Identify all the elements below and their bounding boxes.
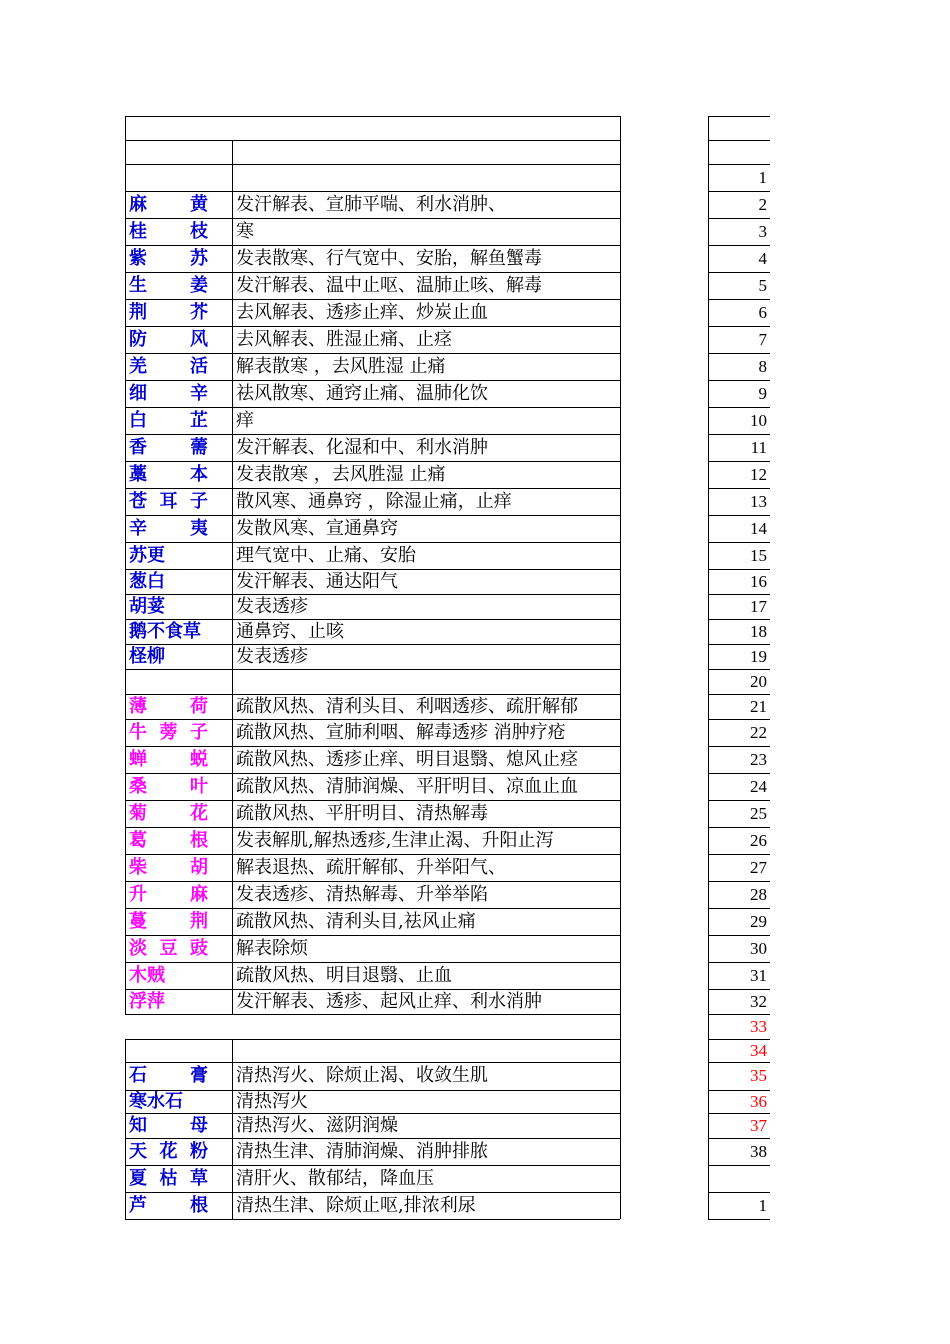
- right-row-number: 21: [750, 697, 767, 716]
- herb-name-char: 升: [129, 884, 147, 905]
- right-row-number: 35: [750, 1066, 767, 1085]
- herb-name-char: 淡: [129, 938, 147, 959]
- herb-name-char: 牛: [129, 722, 147, 743]
- herb-name-char: 胡: [190, 857, 208, 878]
- herb-name: [125, 1138, 232, 1165]
- right-row-number: 4: [758, 249, 767, 268]
- right-row-number: 15: [750, 546, 767, 565]
- herb-name: [125, 299, 232, 326]
- herb-name: 浮萍: [129, 991, 165, 1012]
- herb-effect: 发表透疹: [236, 646, 308, 667]
- herb-name-char: 母: [190, 1115, 208, 1136]
- subsection-title: [232, 669, 620, 694]
- herb-effect: 清热泻火: [236, 1091, 308, 1112]
- herb-name-char: 葛: [129, 830, 147, 851]
- right-row-number: 9: [758, 384, 767, 403]
- row-number: [90, 569, 125, 594]
- herb-name: [125, 326, 232, 353]
- herb-name-char: 姜: [190, 275, 208, 296]
- herb-effect: 发表解肌,解热透疹,生津止渴、升阳止泻: [236, 830, 554, 851]
- herb-name: [125, 719, 232, 746]
- herb-name: [125, 827, 232, 854]
- herb-name: 鹅不食草: [129, 621, 201, 642]
- herb-name-char: 子: [190, 722, 208, 743]
- row-number: [90, 935, 125, 962]
- right-row-number: 16: [750, 572, 767, 591]
- herb-name: 苏更: [129, 545, 165, 566]
- row-number: [90, 694, 125, 719]
- grid-line: [125, 619, 620, 620]
- herb-effect: 发汗解表、通达阳气: [236, 571, 398, 592]
- grid-line: [125, 380, 620, 381]
- herb-effect: 疏散风热、平肝明目、清热解毒: [236, 803, 488, 824]
- herb-effect: 解表散寒 ，去风胜湿 止痛: [236, 356, 446, 377]
- herb-name-char: 苍: [129, 491, 147, 512]
- grid-line: [125, 1138, 620, 1139]
- herb-name-char: 根: [190, 830, 208, 851]
- row-number: [90, 461, 125, 488]
- herb-effect: 通鼻窍、止咳: [236, 621, 344, 642]
- grid-line: [125, 116, 126, 1014]
- herb-name-char: 本: [190, 464, 208, 485]
- herb-name-char: 羌: [129, 356, 147, 377]
- herb-effect: 发汗解表、透疹、起风止痒、利水消肿: [236, 991, 542, 1012]
- row-number: [90, 1165, 125, 1192]
- row-number: [90, 619, 125, 644]
- herb-name: [125, 353, 232, 380]
- herb-effect: 散风寒、通鼻窍 ，除湿止痛，止痒: [236, 491, 512, 512]
- subsection-title: [232, 1039, 620, 1062]
- grid-line: [125, 1165, 620, 1166]
- right-row-number: 7: [758, 330, 767, 349]
- herb-name-char: 苏: [190, 248, 208, 269]
- herb-effect: 发汗解表、宣肺平喘、利水消肿、: [236, 194, 506, 215]
- grid-line: [708, 1219, 770, 1220]
- row-number: [90, 854, 125, 881]
- herb-name-char: 活: [190, 356, 208, 377]
- herb-name-char: 防: [129, 329, 147, 350]
- herb-name-char: 根: [190, 1195, 208, 1216]
- herb-name: 葱白: [129, 571, 165, 592]
- right-row-number: 28: [750, 885, 767, 904]
- herb-name-char: 叶: [190, 776, 208, 797]
- herb-name-char: 细: [129, 383, 147, 404]
- herb-name-char: 蔓: [129, 911, 147, 932]
- row-number: [90, 299, 125, 326]
- herb-name: [125, 434, 232, 461]
- herb-effect: 痒: [236, 410, 254, 431]
- row-number: [90, 881, 125, 908]
- grid-line: [232, 1039, 620, 1040]
- herb-effect: 理气宽中、止痛、安胎: [236, 545, 416, 566]
- right-row-number: 37: [750, 1116, 767, 1135]
- right-row-number: 26: [750, 831, 767, 850]
- herb-effect: 清肝火、散郁结，降血压: [236, 1168, 434, 1189]
- right-row-number: 36: [750, 1092, 767, 1111]
- row-number: [90, 962, 125, 989]
- grid-line: [125, 488, 620, 489]
- grid-line: [125, 694, 620, 695]
- row-number: [90, 434, 125, 461]
- herb-effect: 清热泻火、滋阴润燥: [236, 1115, 398, 1136]
- herb-name: [125, 881, 232, 908]
- right-row-number: 1: [758, 168, 767, 187]
- row-number: [90, 326, 125, 353]
- grid-line: [125, 719, 620, 720]
- herb-effect: 清热泻火、除烦止渴、收敛生肌: [236, 1065, 488, 1086]
- right-row-number: 8: [758, 357, 767, 376]
- herb-name-char: 枝: [190, 221, 208, 242]
- herb-effect: 寒: [236, 221, 254, 242]
- herb-name-char: 石: [129, 1065, 147, 1086]
- grid-line: [125, 116, 620, 117]
- herb-name-char: 膏: [190, 1065, 208, 1086]
- herb-effect: 疏散风热、清利头目、利咽透疹、疏肝解郁: [236, 696, 578, 717]
- row-number: [90, 719, 125, 746]
- grid-line: [125, 908, 620, 909]
- herb-name-char: 粉: [190, 1141, 208, 1162]
- grid-line: [232, 140, 233, 1014]
- grid-line: [125, 800, 620, 801]
- right-row-number: 34: [750, 1041, 767, 1060]
- herb-name: [125, 191, 232, 218]
- right-row-number: 22: [750, 723, 767, 742]
- herb-name-char: 生: [129, 275, 147, 296]
- herb-name-char: 薷: [190, 437, 208, 458]
- herb-effect: 清热生津、清肺润燥、消肿排脓: [236, 1141, 488, 1162]
- herb-effect: 去风解表、胜湿止痛、止痉: [236, 329, 452, 350]
- herb-effect: 疏散风热、清利头目,祛风止痛: [236, 911, 476, 932]
- row-number: [90, 191, 125, 218]
- herb-effect: 发表散寒 ，去风胜湿 止痛: [236, 464, 446, 485]
- grid-line: [125, 935, 620, 936]
- row-number: [90, 488, 125, 515]
- subsection-title: [232, 164, 620, 191]
- grid-line: [125, 1219, 620, 1220]
- herb-name: 柽柳: [129, 646, 165, 667]
- grid-line: [125, 1090, 620, 1091]
- right-row-number: [708, 1165, 770, 1192]
- herb-name: [125, 800, 232, 827]
- right-row-number: 3: [758, 222, 767, 241]
- row-number: [90, 515, 125, 542]
- grid-line: [125, 1039, 126, 1219]
- grid-line: [125, 1039, 232, 1040]
- row-number: [90, 989, 125, 1014]
- herb-effect: 疏散风热、明目退翳、止血: [236, 965, 452, 986]
- herb-effect: 祛风散寒、通窍止痛、温肺化饮: [236, 383, 488, 404]
- right-row-number: 29: [750, 912, 767, 931]
- herb-name-char: 芥: [190, 302, 208, 323]
- row-number: [90, 1090, 125, 1113]
- herb-name: [125, 854, 232, 881]
- grid-line: [125, 773, 620, 774]
- grid-line: [125, 881, 620, 882]
- right-row-number: 30: [750, 939, 767, 958]
- row-number: [90, 272, 125, 299]
- right-row-number: 1: [758, 1196, 767, 1215]
- herb-effect: 发表透疹、清热解毒、升举举陷: [236, 884, 488, 905]
- grid-line: [708, 116, 770, 117]
- herb-effect: 发汗解表、温中止呕、温肺止咳、解毒: [236, 275, 542, 296]
- right-row-number: 10: [750, 411, 767, 430]
- grid-line: [125, 669, 620, 670]
- herb-name: [125, 272, 232, 299]
- grid-line: [125, 434, 620, 435]
- herb-effect: 疏散风热、透疹止痒、明目退翳、熄风止痉: [236, 749, 578, 770]
- herb-name: [125, 1113, 232, 1138]
- herb-name-char: 豉: [190, 938, 208, 959]
- right-row-number: 6: [758, 303, 767, 322]
- right-row-number: 19: [750, 647, 767, 666]
- herb-name-char: 枯: [159, 1168, 178, 1189]
- herb-effect: 清热生津、除烦止呕,排浓利尿: [236, 1195, 476, 1216]
- herb-name: 寒水石: [129, 1091, 183, 1112]
- grid-line: [125, 962, 620, 963]
- grid-line: [125, 1192, 620, 1193]
- herb-name: 木贼: [129, 965, 165, 986]
- grid-line: [125, 272, 620, 273]
- herb-name-char: 麻: [190, 884, 208, 905]
- right-row-number: 24: [750, 777, 767, 796]
- herb-name-char: 蜕: [190, 749, 208, 770]
- herb-name-char: 菊: [129, 803, 147, 824]
- right-row-number: 38: [750, 1142, 767, 1161]
- herb-effect: 解表除烦: [236, 938, 308, 959]
- grid-line: [125, 542, 620, 543]
- right-row-number: 14: [750, 519, 767, 538]
- herb-name: [125, 694, 232, 719]
- herb-name-char: 荆: [129, 302, 147, 323]
- grid-line: [125, 1062, 620, 1063]
- grid-line: [125, 164, 620, 165]
- herb-name-char: 柴: [129, 857, 147, 878]
- herb-name-char: 白: [129, 410, 147, 431]
- grid-line: [620, 1014, 621, 1219]
- herb-effect: 去风解表、透疹止痒、炒炭止血: [236, 302, 488, 323]
- grid-line: [125, 299, 620, 300]
- herb-name-char: 子: [190, 491, 208, 512]
- herb-name-char: 花: [190, 803, 208, 824]
- row-number: [90, 353, 125, 380]
- herb-name-char: 藁: [129, 464, 147, 485]
- grid-line: [232, 1039, 233, 1219]
- herb-name: [125, 1062, 232, 1090]
- row-number: [90, 542, 125, 569]
- herb-name-char: 荆: [190, 911, 208, 932]
- grid-line: [125, 353, 620, 354]
- herb-effect: 疏散风热、清肺润燥、平肝明目、凉血止血: [236, 776, 578, 797]
- right-row-number: 18: [750, 622, 767, 641]
- herb-effect: 疏散风热、宣肺利咽、解毒透疹 消肿疗疮: [236, 722, 566, 743]
- herb-name-char: 薄: [129, 696, 147, 717]
- herb-name-char: 香: [129, 437, 147, 458]
- herb-effect: 发散风寒、宣通鼻窍: [236, 518, 398, 539]
- herb-name-char: 夷: [190, 518, 208, 539]
- grid-line: [125, 407, 620, 408]
- row-number: [90, 380, 125, 407]
- column-header-name: [125, 140, 232, 164]
- section-title: [125, 116, 620, 140]
- grid-line: [125, 1113, 620, 1114]
- herb-name-char: 荷: [190, 696, 208, 717]
- herb-name-char: 知: [129, 1115, 147, 1136]
- herb-name: [125, 1192, 232, 1219]
- herb-name-char: 天: [129, 1141, 147, 1162]
- herb-name: [125, 773, 232, 800]
- right-row-number: 5: [758, 276, 767, 295]
- row-number: [90, 245, 125, 272]
- herb-name-char: 辛: [129, 518, 147, 539]
- herb-name: 胡荽: [129, 596, 165, 617]
- herb-effect: 发表透疹: [236, 596, 308, 617]
- herb-name-char: 夏: [129, 1168, 147, 1189]
- herb-name-char: 紫: [129, 248, 147, 269]
- herb-name-char: 蒡: [159, 722, 178, 743]
- row-number: [90, 908, 125, 935]
- herb-name-char: 芷: [190, 410, 208, 431]
- right-row-number: 2: [758, 195, 767, 214]
- herb-name-char: 辛: [190, 383, 208, 404]
- grid-line: [125, 515, 620, 516]
- grid-line: [708, 140, 770, 141]
- grid-line: [125, 569, 620, 570]
- row-number: [90, 773, 125, 800]
- herb-name-char: 豆: [159, 938, 178, 959]
- row-number: [90, 800, 125, 827]
- right-row-number: 23: [750, 750, 767, 769]
- herb-name: [125, 380, 232, 407]
- herb-name-char: 麻: [129, 194, 147, 215]
- herb-name: [125, 935, 232, 962]
- grid-line: [620, 116, 621, 1014]
- grid-line: [125, 827, 620, 828]
- grid-line: [125, 644, 620, 645]
- row-number: [90, 1138, 125, 1165]
- row-number: [90, 1113, 125, 1138]
- grid-line: [125, 594, 620, 595]
- herb-name-char: 桂: [129, 221, 147, 242]
- herb-name: [125, 407, 232, 434]
- grid-line: [125, 218, 620, 219]
- right-row-number: 33: [750, 1017, 767, 1036]
- herb-name-char: 花: [159, 1141, 178, 1162]
- row-number: [90, 1192, 125, 1219]
- grid-line: [125, 746, 620, 747]
- row-number: [90, 407, 125, 434]
- herb-effect: 解表退热、疏肝解郁、升举阳气、: [236, 857, 506, 878]
- herb-name-char: 黄: [190, 194, 208, 215]
- herb-name: [125, 746, 232, 773]
- grid-line: [125, 989, 620, 990]
- grid-line: [125, 1014, 620, 1015]
- herb-name: [125, 515, 232, 542]
- right-row-number: 13: [750, 492, 767, 511]
- row-number: [90, 644, 125, 669]
- herb-name-char: 耳: [159, 491, 178, 512]
- right-row-number: 31: [750, 966, 767, 985]
- herb-effect: 发表散寒、行气宽中、安胎，解鱼蟹毒: [236, 248, 542, 269]
- grid-line: [125, 854, 620, 855]
- grid-line: [125, 461, 620, 462]
- right-row-number: 12: [750, 465, 767, 484]
- herb-name-char: 芦: [129, 1195, 147, 1216]
- section-title-2: [125, 1014, 420, 1039]
- herb-name: [125, 1165, 232, 1192]
- row-number: [90, 594, 125, 619]
- row-number: [90, 746, 125, 773]
- herb-name-char: 桑: [129, 776, 147, 797]
- column-header-effect: [232, 140, 620, 164]
- row-number: [90, 827, 125, 854]
- herb-name-char: 风: [190, 329, 208, 350]
- herb-name: [125, 908, 232, 935]
- grid-line: [125, 191, 620, 192]
- herb-name-char: 蝉: [129, 749, 147, 770]
- herb-name-char: 草: [190, 1168, 208, 1189]
- right-row-number: 20: [750, 672, 767, 691]
- row-number: [90, 218, 125, 245]
- right-row-number: 25: [750, 804, 767, 823]
- herb-effect: 发汗解表、化湿和中、利水消肿: [236, 437, 488, 458]
- right-row-number: 11: [750, 438, 767, 457]
- right-row-number: 17: [750, 597, 767, 616]
- herb-name: [125, 245, 232, 272]
- grid-line: [125, 245, 620, 246]
- herb-name: [125, 488, 232, 515]
- row-number: [90, 1062, 125, 1090]
- grid-line: [125, 326, 620, 327]
- right-row-number: 27: [750, 858, 767, 877]
- grid-line: [125, 140, 620, 141]
- herb-name: [125, 218, 232, 245]
- right-row-number: 32: [750, 992, 767, 1011]
- herb-name: [125, 461, 232, 488]
